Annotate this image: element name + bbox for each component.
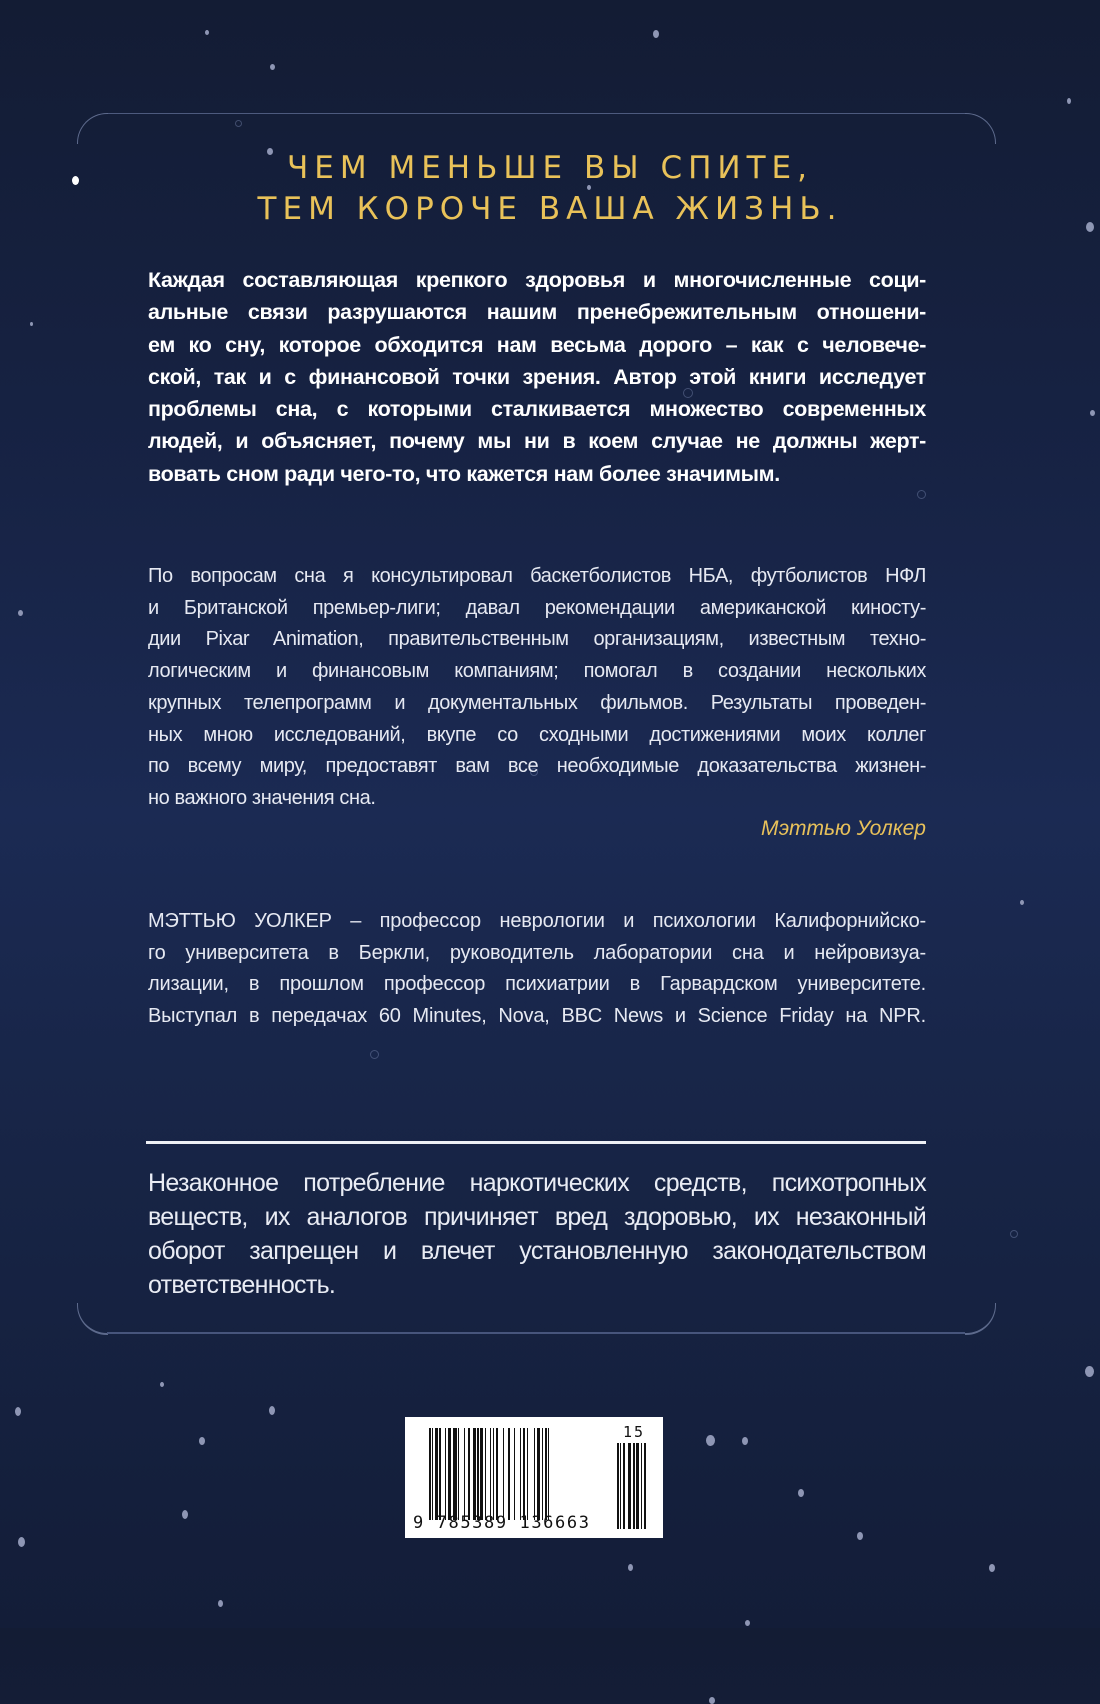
star-icon xyxy=(18,1537,25,1547)
star-icon xyxy=(1085,1366,1094,1377)
text-line: ных мною исследований, вкупе со сходными достижениями моих коллег xyxy=(148,723,926,746)
bubble-icon xyxy=(917,490,926,499)
frame-corner xyxy=(77,113,108,144)
bubble-icon xyxy=(235,120,242,127)
text-line: ской, так и с финансовой точки зрения. Автор этой книги исследует xyxy=(148,364,926,389)
star-icon xyxy=(218,1600,223,1607)
text-line: проблемы сна, с которыми сталкивается множество современных xyxy=(148,397,926,422)
text-line: вовать сном ради чего-то, что кажется нам более значимым. xyxy=(148,461,780,486)
text-line: оборот запрещен и влечет установленную законодательством xyxy=(148,1237,926,1265)
text-line: альные связи разрушаются нашим пренебрежительным отношени- xyxy=(148,300,926,325)
text-line: Незаконное потребление наркотических средств, психотропных xyxy=(148,1169,926,1197)
text-line: По вопросам сна я консультировал баскетболистов НБА, футболистов НФЛ xyxy=(148,565,926,587)
star-icon xyxy=(269,1406,275,1415)
bubble-icon xyxy=(370,1050,379,1059)
star-icon xyxy=(989,1564,995,1572)
isbn-barcode xyxy=(405,1417,663,1538)
star-icon xyxy=(742,1437,748,1445)
star-icon xyxy=(745,1620,750,1626)
text-line: крупных телепрограмм и документальных фильмов. Результаты проведен- xyxy=(148,691,926,714)
text-line: Каждая составляющая крепкого здоровья и многочисленные соци- xyxy=(148,268,926,292)
text-line: и Британской премьер-лиги; давал рекомендации американской киносту- xyxy=(148,596,926,619)
text-line: людей, и объясняет, почему мы ни в коем случае не должны жерт- xyxy=(148,429,926,454)
frame-top-line xyxy=(107,113,965,114)
frame-bottom-line xyxy=(107,1332,965,1334)
barcode-bars xyxy=(429,1428,549,1520)
star-icon xyxy=(1090,410,1095,416)
text-line: веществ, их аналогов причиняет вред здоровью, их незаконный xyxy=(148,1203,926,1231)
star-icon xyxy=(18,610,23,616)
headline-line: ТЕМ КОРОЧЕ ВАША ЖИЗНЬ. xyxy=(257,191,843,227)
lead-paragraph xyxy=(148,264,926,490)
star-icon xyxy=(1067,98,1071,104)
text-line: по всему миру, предоставят вам все необходимые доказательства жизнен- xyxy=(148,755,926,778)
star-icon xyxy=(270,64,275,70)
star-icon xyxy=(15,1407,21,1416)
star-icon xyxy=(205,30,209,35)
section-divider xyxy=(146,1141,926,1144)
headline-line: ЧЕМ МЕНЬШЕ ВЫ СПИТЕ, xyxy=(287,150,813,186)
author-quote xyxy=(148,561,926,815)
frame-corner xyxy=(965,113,996,144)
text-line: логическим и финансовым компаниям; помогал в создании нескольких xyxy=(148,660,926,683)
headline xyxy=(0,148,1100,230)
text-line: Выступал в передачах 60 Minutes, Nova, BBC News и Science Friday на NPR. xyxy=(148,1004,926,1027)
star-icon xyxy=(30,322,33,326)
frame-corner xyxy=(965,1303,996,1335)
star-icon xyxy=(798,1489,804,1497)
star-icon xyxy=(182,1510,188,1519)
text-line: дии Pixar Animation, правительственным организациям, известным техно- xyxy=(148,628,926,651)
author-signature: Мэттью Уолкер xyxy=(760,817,926,840)
isbn-number: 9 785389 136663 xyxy=(413,1513,591,1533)
text-line: го университета в Беркли, руководитель лаборатории сна и нейровизуа- xyxy=(148,941,926,964)
star-icon xyxy=(653,30,659,38)
star-icon xyxy=(628,1564,633,1571)
text-line: МЭТТЬЮ УОЛКЕР – профессор неврологии и психологии Калифорнийско- xyxy=(148,910,926,932)
star-icon xyxy=(160,1382,164,1387)
author-bio xyxy=(148,906,926,1032)
bubble-icon xyxy=(1010,1230,1018,1238)
text-line: но важного значения сна. xyxy=(148,786,376,809)
text-line: ем ко сну, которое обходится нам весьма дорого – как с человече- xyxy=(148,332,926,357)
star-icon xyxy=(706,1435,715,1446)
legal-warning xyxy=(148,1166,926,1302)
star-icon xyxy=(199,1437,205,1445)
text-line: ответственность. xyxy=(148,1271,336,1299)
star-icon xyxy=(709,1697,715,1704)
text-line: лизации, в прошлом профессор психиатрии в Гарвардском университете. xyxy=(148,973,926,995)
frame-corner xyxy=(77,1303,108,1335)
addon-number: 15 xyxy=(623,1423,646,1441)
addon-bars xyxy=(617,1443,646,1529)
star-icon xyxy=(857,1532,863,1540)
star-icon xyxy=(1020,900,1024,905)
